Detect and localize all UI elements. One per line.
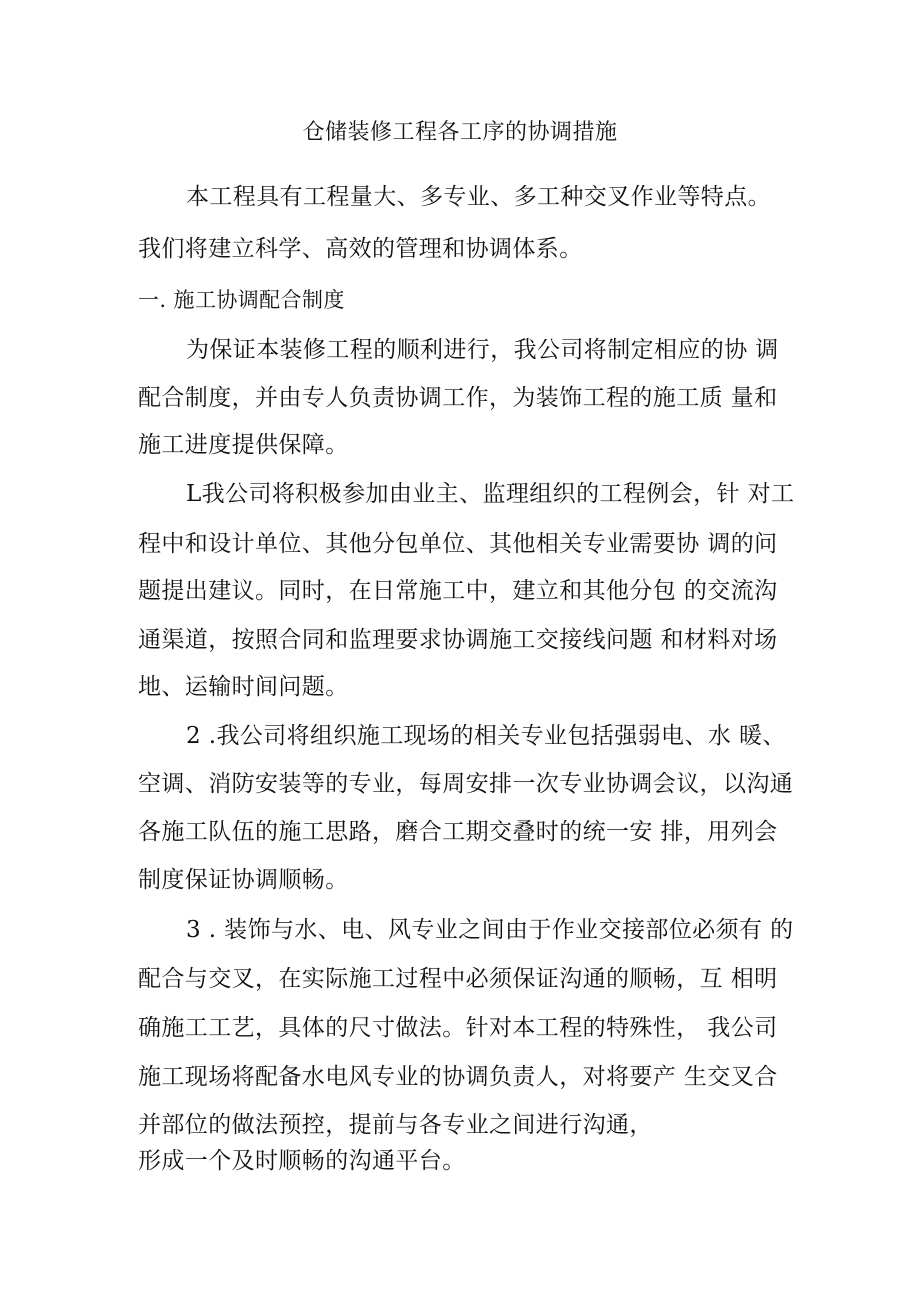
paragraph-1-line-1: 为保证本装修工程的顺利进行，我公司将制定相应的协 调 (186, 337, 779, 363)
intro-line-2: 我们将建立科学、高效的管理和协调体系。 (138, 236, 583, 262)
item-1-line-4: 通渠道，按照合同和监理要求协调施工交接线问题 和材料对场 (138, 627, 778, 653)
document-title: 仓储装修工程各工序的协调措施 (302, 120, 618, 145)
item-3-line-6: 形成一个及时顺畅的沟通平台。 (138, 1148, 466, 1174)
section-heading: 一. 施工协调配合制度 (138, 288, 345, 312)
paragraph-1-line-2: 配合制度，并由专人负责协调工作，为装饰工程的施工质 量和 (138, 385, 778, 411)
item-1-line-3: 题提出建议。同时，在日常施工中，建立和其他分包 的交流沟 (138, 578, 778, 604)
item-3-line-2: 配合与交叉，在实际施工过程中必须保证沟通的顺畅，互 相明 (138, 966, 778, 992)
intro-line-1: 本工程具有工程量大、多专业、多工种交叉作业等特点。 (186, 184, 771, 210)
item-1-line-2: 程中和设计单位、其他分包单位、其他相关专业需要协 调的问 (138, 531, 778, 557)
item-1-line-1: L我公司将积极参加由业主、监理组织的工程例会，针 对工 (186, 481, 795, 507)
item-3-line-4: 施工现场将配备水电风专业的协调负责人，对将要产 生交叉合 (138, 1064, 778, 1090)
item-2-line-3: 各施工队伍的施工思路，磨合工期交叠时的统一安 排，用列会 (138, 819, 778, 845)
item-3-line-5: 并部位的做法预控，提前与各专业之间进行沟通， (138, 1112, 653, 1138)
item-3-line-1: 3 . 装饰与水、电、风专业之间由于作业交接部位必须有 的 (186, 917, 794, 943)
item-3-line-3: 确施工工艺，具体的尺寸做法。针对本工程的特殊性， 我公司 (138, 1015, 778, 1041)
item-2-line-2: 空调、消防安装等的专业，每周安排一次专业协调会议，以沟通 (138, 771, 794, 797)
item-1-line-5: 地、运输时间问题。 (138, 674, 349, 700)
item-2-line-4: 制度保证协调顺畅。 (138, 867, 349, 893)
paragraph-1-line-3: 施工进度提供保障。 (138, 432, 349, 458)
item-2-line-1: 2 .我公司将组织施工现场的相关专业包括强弱电、水 暖、 (186, 723, 786, 749)
